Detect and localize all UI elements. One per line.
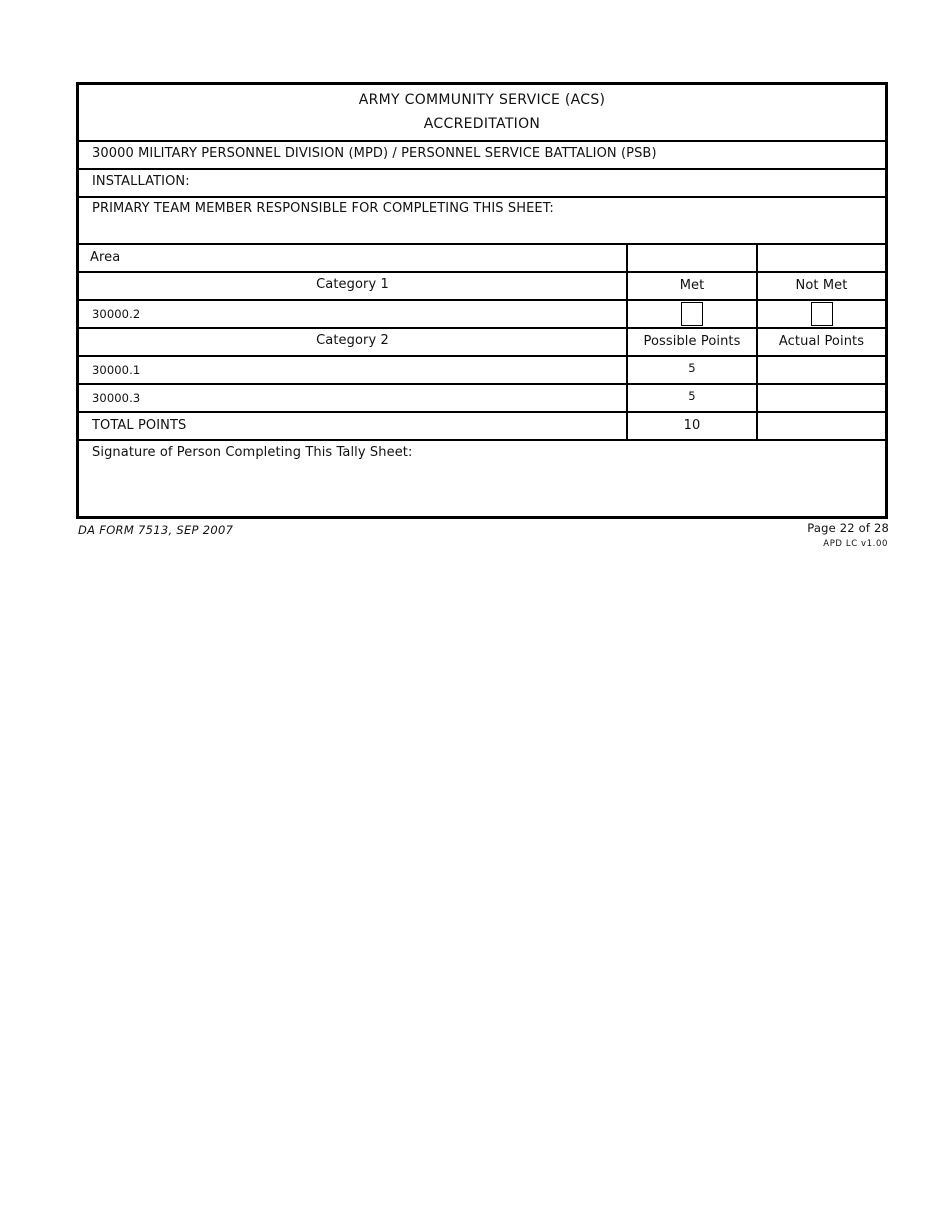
total-possible-value: 10 (683, 418, 701, 433)
possible-points-cell (628, 357, 758, 383)
version-label: APD LC v1.00 (823, 539, 888, 549)
category2-label: Category 2 (316, 333, 389, 348)
area-blank-cell-2 (758, 245, 885, 271)
area-blank-cell-1 (628, 245, 758, 271)
section-row (79, 142, 885, 170)
possible-points-header-cell (628, 329, 758, 355)
primary-member-row[interactable] (79, 198, 885, 245)
possible-points-label: Possible Points (643, 334, 741, 349)
total-label-cell (79, 413, 628, 439)
actual-points-input[interactable] (758, 385, 885, 411)
primary-member-label: PRIMARY TEAM MEMBER RESPONSIBLE FOR COMPLETING THIS SHEET: (92, 201, 554, 216)
form-title: ARMY COMMUNITY SERVICE (ACS) (358, 92, 606, 108)
page-number: Page 22 of 28 (807, 521, 889, 535)
category2-header-row (79, 329, 885, 357)
actual-points-input[interactable] (758, 357, 885, 383)
item-code-cell (79, 357, 628, 383)
not-met-header-cell (758, 273, 885, 299)
met-header-cell (628, 273, 758, 299)
area-cell (79, 245, 628, 271)
signature-row[interactable] (79, 441, 885, 519)
item-code: 30000.3 (92, 391, 141, 405)
category1-header-cell (79, 273, 628, 299)
met-label: Met (679, 278, 705, 293)
item-code-cell (79, 301, 628, 327)
possible-points-value: 5 (688, 361, 696, 375)
met-checkbox[interactable] (681, 302, 703, 326)
installation-row[interactable] (79, 170, 885, 198)
signature-label: Signature of Person Completing This Tally Sheet: (92, 445, 413, 460)
item-code: 30000.2 (92, 307, 141, 321)
met-checkbox-cell (628, 301, 758, 327)
category2-header-cell (79, 329, 628, 355)
area-row (79, 245, 885, 273)
table-row (79, 301, 885, 329)
installation-label: INSTALLATION: (92, 174, 190, 189)
total-label: TOTAL POINTS (92, 418, 187, 433)
total-actual-input[interactable] (758, 413, 885, 439)
possible-points-value: 5 (688, 389, 696, 403)
not-met-label: Not Met (795, 278, 848, 293)
form-id: DA FORM 7513, SEP 2007 (78, 523, 234, 537)
table-row (79, 357, 885, 385)
actual-points-header-cell (758, 329, 885, 355)
category1-label: Category 1 (316, 277, 389, 292)
item-code: 30000.1 (92, 363, 141, 377)
form-title-block (79, 85, 885, 142)
not-met-checkbox-cell (758, 301, 885, 327)
not-met-checkbox[interactable] (811, 302, 833, 326)
item-code-cell (79, 385, 628, 411)
category1-header-row (79, 273, 885, 301)
possible-points-cell (628, 385, 758, 411)
total-row (79, 413, 885, 441)
table-row (79, 385, 885, 413)
area-label: Area (90, 250, 121, 265)
actual-points-label: Actual Points (778, 334, 865, 349)
section-title: 30000 MILITARY PERSONNEL DIVISION (MPD) / PERSONNEL SERVICE BATTALION (PSB) (92, 146, 657, 161)
tally-sheet-form (76, 82, 888, 519)
total-possible-cell (628, 413, 758, 439)
form-subtitle: ACCREDITATION (423, 116, 541, 132)
